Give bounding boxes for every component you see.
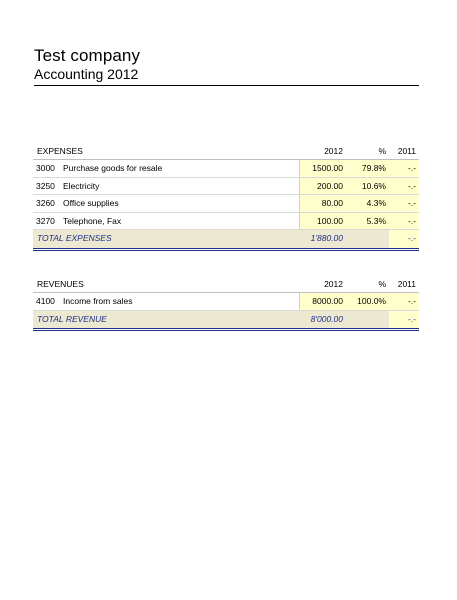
account-description: Electricity [63, 180, 100, 191]
amount-2012: 200.00 [299, 178, 346, 195]
percent-value: 4.3% [346, 195, 389, 212]
revenues-table [33, 276, 419, 331]
expenses-header-row [33, 143, 419, 160]
report-title: Accounting 2012 [34, 66, 139, 82]
total-2011: -.- [389, 311, 419, 329]
expenses-col-2012: 2012 [324, 146, 343, 156]
expenses-table [33, 143, 419, 251]
percent-value: 5.3% [346, 213, 389, 230]
revenues-total-row [33, 311, 419, 329]
account-code: 4100 [36, 296, 55, 306]
title-divider [34, 85, 419, 86]
total-label: TOTAL REVENUE [37, 313, 107, 324]
revenues-col-2011: 2011 [397, 279, 416, 289]
revenues-col-percent: % [378, 279, 386, 289]
account-code: 3270 [36, 215, 55, 226]
amount-2011: -.- [389, 195, 419, 212]
expenses-col-percent: % [378, 146, 386, 156]
amount-2012: 1500.00 [299, 160, 346, 177]
account-code: 3250 [36, 180, 55, 191]
amount-2011: -.- [389, 293, 419, 310]
amount-2011: -.- [389, 213, 419, 230]
revenues-section-label: REVENUES [37, 279, 84, 289]
total-2012: 8'000.00 [310, 313, 343, 324]
expenses-col-2011: 2011 [397, 146, 416, 156]
amount-2012: 100.00 [299, 213, 346, 230]
amount-2012: 8000.00 [299, 293, 346, 310]
total-label: TOTAL EXPENSES [37, 233, 112, 243]
amount-2011: -.- [389, 178, 419, 195]
table-row [33, 293, 419, 311]
revenues-col-2012: 2012 [324, 279, 343, 289]
account-code: 3000 [36, 163, 55, 173]
account-description: Telephone, Fax [63, 215, 122, 226]
account-description: Purchase goods for resale [63, 163, 163, 173]
account-code: 3260 [36, 198, 55, 208]
table-row [33, 195, 419, 213]
account-description: Income from sales [63, 296, 133, 306]
percent-value: 10.6% [346, 178, 389, 195]
revenues-header-row [33, 276, 419, 293]
account-description: Office supplies [63, 198, 119, 208]
total-2012: 1'880.00 [310, 233, 343, 243]
percent-value: 79.8% [346, 160, 389, 177]
total-2011: -.- [389, 230, 419, 248]
company-name: Test company [34, 46, 141, 65]
total-double-rule [33, 328, 419, 331]
total-double-rule [33, 248, 419, 251]
expenses-total-row [33, 230, 419, 248]
amount-2011: -.- [389, 160, 419, 177]
expenses-section-label: EXPENSES [37, 146, 83, 156]
amount-2012: 80.00 [299, 195, 346, 212]
table-row [33, 213, 419, 231]
table-row [33, 160, 419, 178]
percent-value: 100.0% [346, 293, 389, 310]
table-row [33, 178, 419, 196]
